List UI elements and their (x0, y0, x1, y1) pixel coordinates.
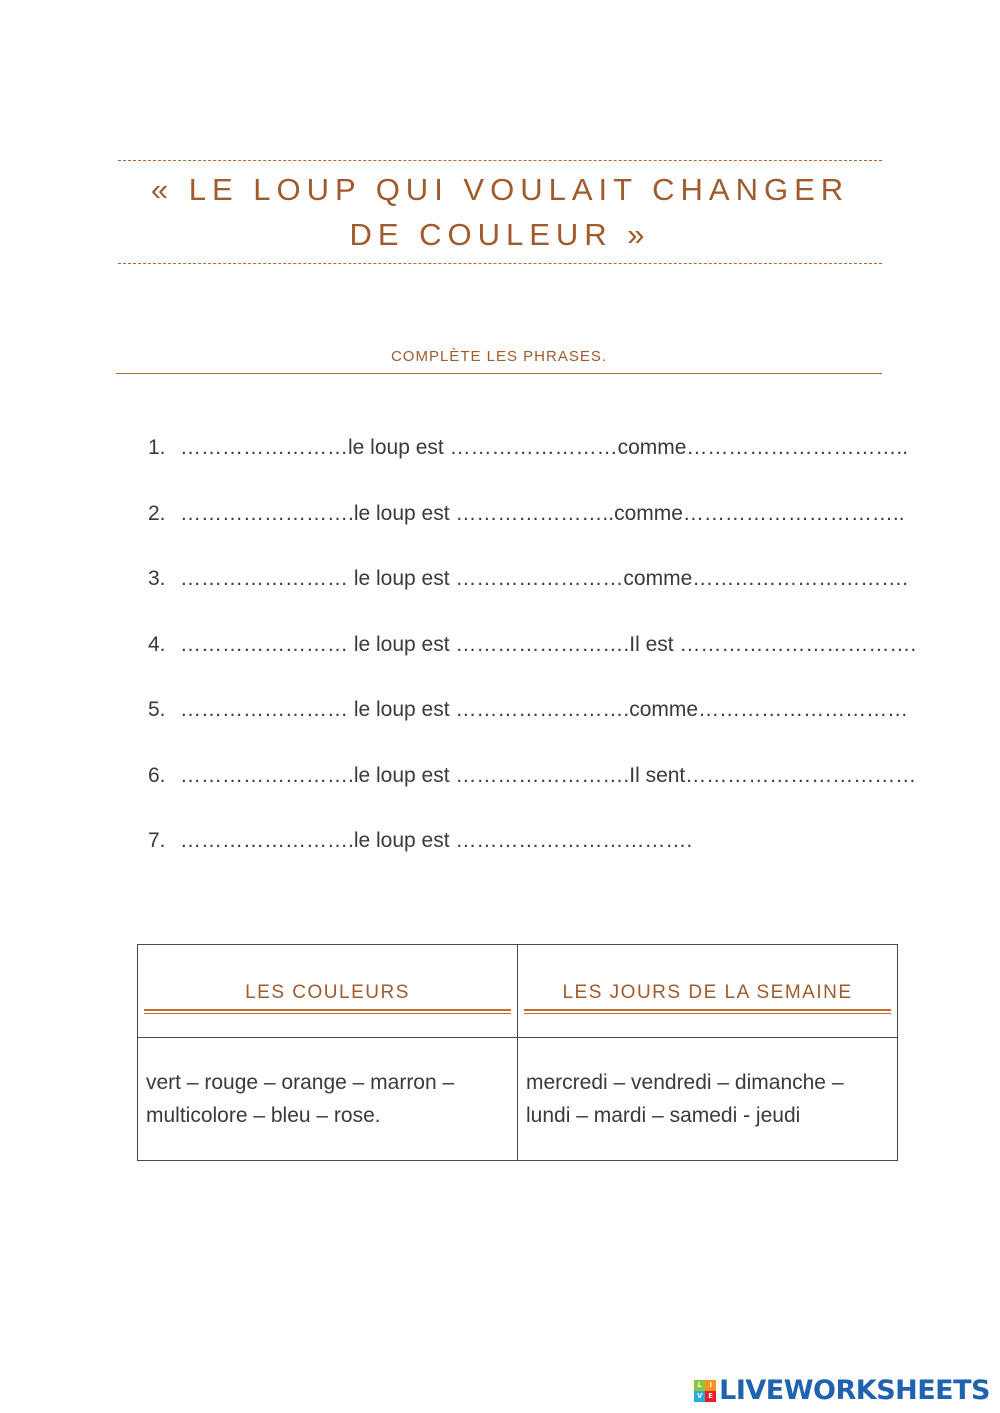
sentence-item (148, 758, 916, 824)
logo-letter: L (694, 1380, 705, 1391)
sentence-text: …………………….le loup est ……………………………. (180, 829, 693, 852)
sentence-item (148, 430, 916, 496)
sentence-text: ……………………le loup est ……………………comme………………………….. (180, 436, 909, 459)
sentence-text: …………………… le loup est ……………………comme…………………………. (180, 567, 909, 590)
logo-letter: I (705, 1380, 716, 1391)
sentence-item (148, 627, 916, 693)
brand-name: LIVEWORKSHEETS (719, 1375, 990, 1406)
table-header-row (138, 945, 898, 1038)
sentence-text: …………………….le loup est …………………..comme………………………….. (180, 501, 905, 525)
colors-header: LES COULEURS (245, 982, 410, 1003)
header-rule (524, 1009, 891, 1014)
days-header-cell (518, 945, 898, 1038)
days-header: LES JOURS DE LA SEMAINE (562, 982, 853, 1003)
sentence-number: 6. (148, 763, 166, 787)
sentence-number: 3. (148, 567, 166, 590)
sentence-item (148, 823, 916, 889)
liveworksheets-brand (694, 1375, 990, 1406)
instruction-heading: COMPLÈTE LES PHRASES. (116, 346, 882, 374)
header-rule (144, 1009, 511, 1014)
vocabulary-table (137, 944, 898, 1161)
sentence-text: …………………… le loup est …………………….Il est ……………………………. (180, 632, 917, 656)
days-word-list: mercredi – vendredi – dimanche – lundi – mardi – samedi - jeudi (518, 1038, 898, 1161)
sentence-number: 4. (148, 632, 166, 656)
sentence-number: 5. (148, 698, 166, 721)
colors-word-list: vert – rouge – orange – marron – multicolore – bleu – rose. (138, 1038, 518, 1161)
colors-header-cell (138, 945, 518, 1038)
logo-letter: E (705, 1391, 716, 1402)
sentence-text: …………………….le loup est …………………….Il sent…………………………… (180, 763, 917, 787)
sentence-item (148, 692, 916, 758)
sentence-item (148, 496, 916, 562)
sentence-list (148, 430, 916, 889)
page-title: « LE LOUP QUI VOULAIT CHANGER DE COULEUR » (150, 172, 850, 252)
logo-letter: V (694, 1391, 705, 1402)
table-row (138, 1038, 898, 1161)
sentence-number: 7. (148, 829, 166, 852)
liveworksheets-logo-icon (694, 1380, 716, 1402)
title-block (118, 160, 882, 264)
sentence-number: 2. (148, 501, 166, 525)
sentence-text: …………………… le loup est …………………….comme………………………… (180, 698, 909, 721)
sentence-item (148, 561, 916, 627)
sentence-number: 1. (148, 436, 166, 459)
